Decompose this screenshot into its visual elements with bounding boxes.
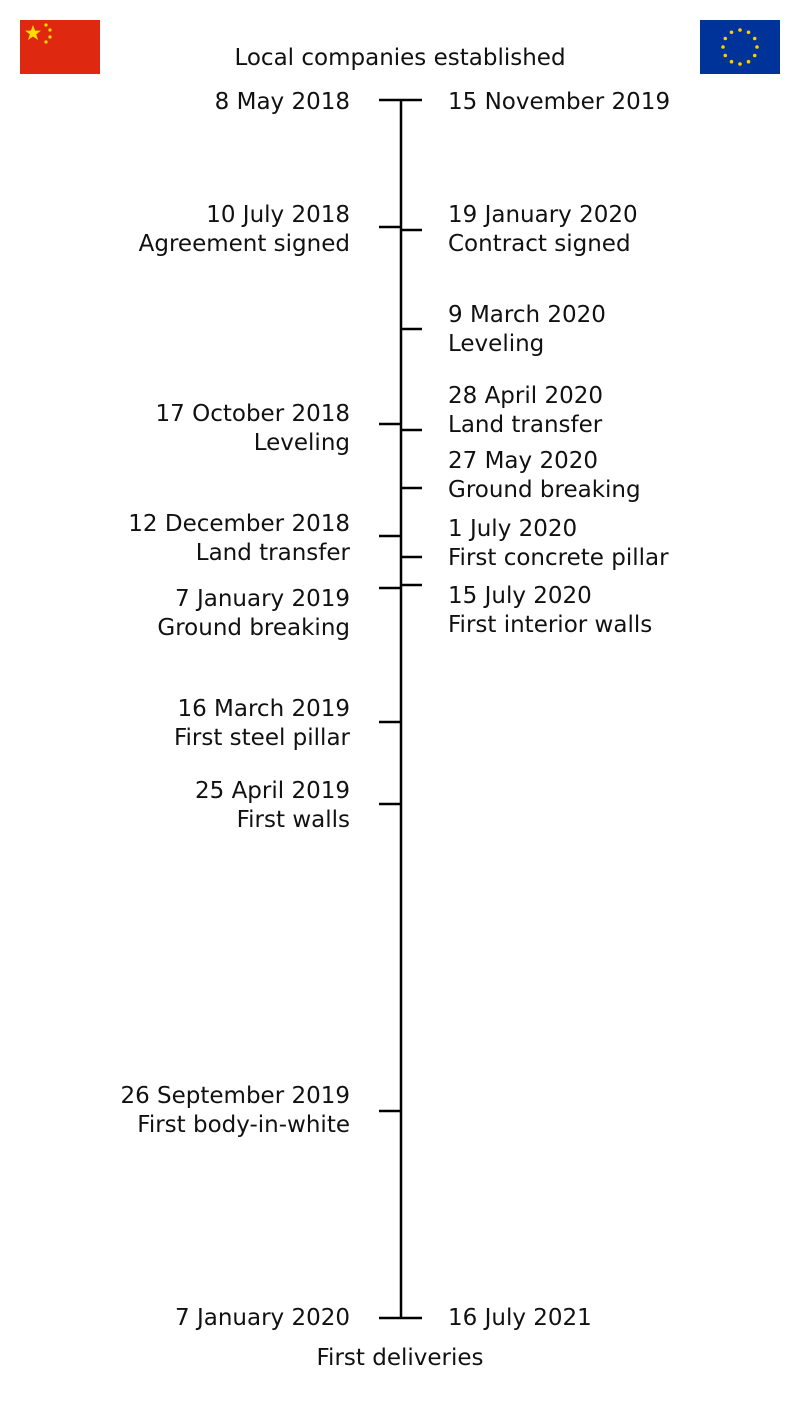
event-label: First interior walls <box>448 612 653 638</box>
right-event <box>448 88 670 117</box>
right-event <box>448 1304 592 1333</box>
event-date: 12 December 2018 <box>128 511 350 537</box>
right-event <box>448 382 603 440</box>
event-date: 27 May 2020 <box>448 448 598 474</box>
event-label: Leveling <box>253 430 350 456</box>
event-date: 16 July 2021 <box>448 1305 592 1331</box>
top-caption: Local companies established <box>234 45 566 71</box>
right-event <box>448 201 638 259</box>
event-label: Leveling <box>448 331 545 357</box>
right-event <box>448 515 669 573</box>
event-date: 15 November 2019 <box>448 89 671 115</box>
event-date: 19 January 2020 <box>448 202 638 228</box>
event-date: 25 April 2019 <box>195 778 350 804</box>
event-label: First walls <box>236 807 350 833</box>
right-event <box>448 301 606 359</box>
left-event <box>156 400 350 458</box>
left-event <box>175 1304 350 1333</box>
event-label: Agreement signed <box>138 231 350 257</box>
event-date: 9 March 2020 <box>448 302 606 328</box>
event-date: 10 July 2018 <box>206 202 350 228</box>
left-event <box>157 585 350 643</box>
left-event <box>195 777 350 835</box>
event-label: First steel pillar <box>173 725 350 751</box>
event-label: Land transfer <box>448 412 603 438</box>
event-date: 7 January 2019 <box>175 586 350 612</box>
event-label: First body-in-white <box>137 1112 350 1138</box>
right-event <box>448 447 641 505</box>
bottom-caption: First deliveries <box>316 1345 484 1371</box>
event-label: Land transfer <box>195 540 350 566</box>
event-label: Ground breaking <box>448 477 641 503</box>
left-event <box>139 201 350 259</box>
left-event <box>120 1082 350 1140</box>
left-event <box>128 510 350 568</box>
event-date: 1 July 2020 <box>448 516 578 542</box>
left-event <box>174 695 350 753</box>
event-date: 26 September 2019 <box>120 1083 350 1109</box>
event-label: Contract signed <box>448 231 631 257</box>
event-date: 7 January 2020 <box>175 1305 350 1331</box>
left-event <box>215 88 350 117</box>
event-date: 17 October 2018 <box>155 401 350 427</box>
event-label: Ground breaking <box>157 615 350 641</box>
event-date: 16 March 2019 <box>177 696 350 722</box>
event-date: 28 April 2020 <box>448 383 603 409</box>
event-date: 15 July 2020 <box>448 583 592 609</box>
right-event <box>448 582 652 640</box>
event-date: 8 May 2018 <box>214 89 350 115</box>
event-label: First concrete pillar <box>448 545 669 571</box>
